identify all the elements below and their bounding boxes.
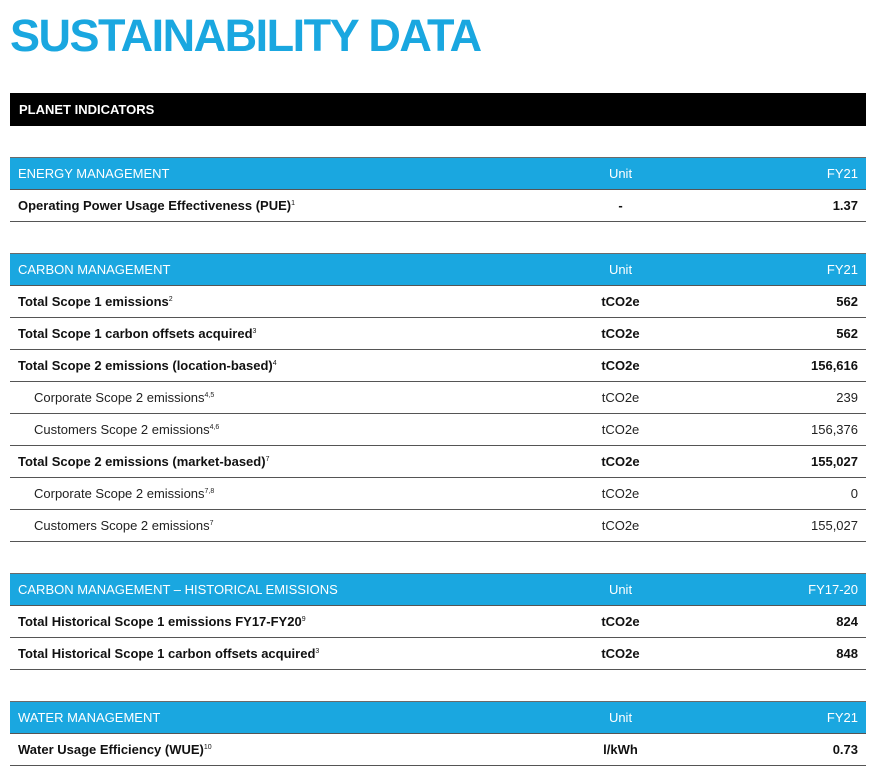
row-value: 562 [693, 286, 866, 318]
row-unit: l/kWh [548, 734, 693, 766]
unit-column-header: Unit [548, 158, 693, 190]
row-value: 0.73 [693, 734, 866, 766]
period-column-header: FY17-20 [693, 574, 866, 606]
footnote-ref: 10 [203, 744, 212, 751]
row-label-text: Customers Scope 2 emissions [34, 422, 210, 437]
row-label-text: Total Historical Scope 1 carbon offsets acquired [18, 646, 316, 661]
row-label-text: Total Scope 2 emissions (location-based) [18, 358, 273, 373]
row-value: 562 [693, 318, 866, 350]
table-header-title: CARBON MANAGEMENT [10, 254, 548, 286]
table-row [10, 318, 866, 350]
row-label [10, 350, 548, 382]
water-management-table [10, 701, 866, 766]
table-row [10, 286, 866, 318]
table-row [10, 638, 866, 670]
row-label [10, 446, 548, 478]
page-title: SUSTAINABILITY DATA [10, 10, 481, 61]
row-unit: tCO2e [548, 638, 693, 670]
unit-column-header: Unit [548, 254, 693, 286]
row-label-text: Corporate Scope 2 emissions [34, 390, 205, 405]
section-header-planet-indicators [10, 93, 866, 126]
footnote-ref: 7 [265, 456, 270, 463]
row-unit: tCO2e [548, 350, 693, 382]
row-unit: tCO2e [548, 606, 693, 638]
row-label-text: Total Historical Scope 1 emissions FY17-FY20 [18, 614, 302, 629]
row-value: 156,616 [693, 350, 866, 382]
row-label [10, 510, 548, 542]
footnote-ref: 1 [291, 200, 295, 207]
row-value: 156,376 [693, 414, 866, 446]
row-value: 155,027 [693, 446, 866, 478]
unit-column-header: Unit [548, 702, 693, 734]
row-label-text: Corporate Scope 2 emissions [34, 486, 205, 501]
row-value: 848 [693, 638, 866, 670]
historical-emissions-table [10, 573, 866, 670]
table-header-row [10, 702, 866, 734]
period-column-header: FY21 [693, 254, 866, 286]
table-row [10, 350, 866, 382]
row-label [10, 382, 548, 414]
row-unit: tCO2e [548, 510, 693, 542]
row-label [10, 478, 548, 510]
table-header-row [10, 158, 866, 190]
footnote-ref: 7 [209, 520, 214, 527]
table-row [10, 414, 866, 446]
row-unit: tCO2e [548, 286, 693, 318]
row-unit: tCO2e [548, 414, 693, 446]
table-row [10, 190, 866, 222]
table-row [10, 734, 866, 766]
row-label [10, 318, 548, 350]
row-value: 239 [693, 382, 866, 414]
row-unit: tCO2e [548, 318, 693, 350]
row-label [10, 414, 548, 446]
footnote-ref: 9 [301, 616, 306, 623]
table-row [10, 446, 866, 478]
row-unit: tCO2e [548, 382, 693, 414]
footnote-ref: 7,8 [204, 488, 215, 495]
footnote-ref: 3 [315, 648, 320, 655]
row-label-text: Total Scope 1 emissions [18, 294, 169, 309]
table-header-row [10, 574, 866, 606]
table-header-title: WATER MANAGEMENT [10, 702, 548, 734]
row-label [10, 606, 548, 638]
footnote-ref: 4,6 [209, 424, 220, 431]
table-header-title: CARBON MANAGEMENT – HISTORICAL EMISSIONS [10, 574, 548, 606]
row-value: 824 [693, 606, 866, 638]
section-title: PLANET INDICATORS [19, 102, 155, 117]
row-value: 1.37 [693, 190, 866, 222]
row-label-text: Customers Scope 2 emissions [34, 518, 210, 533]
row-label [10, 286, 548, 318]
row-label-text: Operating Power Usage Effectiveness (PUE) [18, 198, 292, 213]
table-row [10, 382, 866, 414]
row-label [10, 638, 548, 670]
table-row [10, 606, 866, 638]
table-header-title: ENERGY MANAGEMENT [10, 158, 548, 190]
row-unit: - [548, 190, 693, 222]
footnote-ref: 4 [272, 360, 277, 367]
unit-column-header: Unit [548, 574, 693, 606]
row-unit: tCO2e [548, 478, 693, 510]
row-label [10, 190, 548, 222]
row-value: 155,027 [693, 510, 866, 542]
footnote-ref: 2 [168, 296, 173, 303]
table-header-row [10, 254, 866, 286]
period-column-header: FY21 [693, 158, 866, 190]
table-row [10, 478, 866, 510]
footnote-ref: 4,5 [204, 392, 215, 399]
footnote-ref: 3 [252, 328, 257, 335]
row-label-text: Total Scope 2 emissions (market-based) [18, 454, 266, 469]
table-row [10, 510, 866, 542]
energy-management-table [10, 157, 866, 222]
carbon-management-table [10, 253, 866, 542]
row-label-text: Water Usage Efficiency (WUE) [18, 742, 204, 757]
row-value: 0 [693, 478, 866, 510]
row-label-text: Total Scope 1 carbon offsets acquired [18, 326, 253, 341]
row-unit: tCO2e [548, 446, 693, 478]
row-label [10, 734, 548, 766]
period-column-header: FY21 [693, 702, 866, 734]
